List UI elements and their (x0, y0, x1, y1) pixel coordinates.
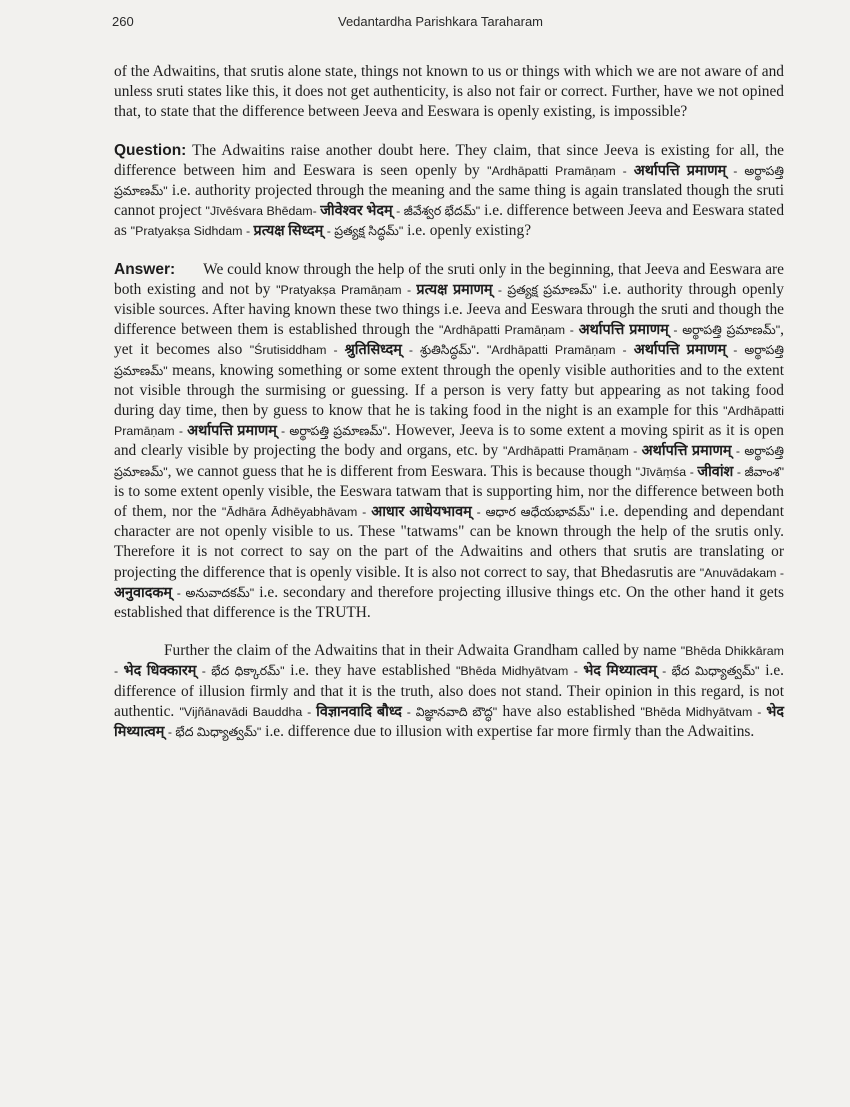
body-text (114, 62, 784, 760)
transliteration: "Ardhāpatti Pramāṇam (487, 163, 616, 178)
answer-text: i.e. authority through openly visible sources. After having known these two things i.e. Jeeva and Eeswara through the sruti and though the difference between them is established through the (114, 280, 784, 339)
separator: - (401, 282, 417, 297)
answer-text: i.e. depending and dependant character are not openly visible to us. These "tatwams" can be known through the help of the srutis only. Therefore it is not correct to say on the part of the Adwaitins and others that srutis are translating or projecting the difference that is openly visible. It is also not correct to say, that Bhedasrutis are (114, 503, 785, 581)
separator: - (302, 704, 317, 719)
separator: - (726, 163, 745, 178)
separator: - (392, 204, 404, 219)
devanagari-term: अर्थापत्ति प्रमाणम् (187, 423, 277, 440)
separator: - (656, 664, 672, 679)
separator: - (686, 464, 698, 479)
transliteration: "Bhēda Midhyātvam (456, 664, 569, 679)
book-title: Vedantardha Parishkara Taraharam (338, 14, 543, 29)
devanagari-term: प्रत्यक्ष सिध्दम् (253, 223, 324, 240)
transliteration: "Jīvēśvara Bhēdam (205, 204, 313, 219)
telugu-term: భేద మిధ్యాత్వమ్" (175, 725, 262, 740)
transliteration: "Pratyakṣa Pramāṇam (276, 282, 402, 297)
transliteration: "Bhēda Dhikkāram (680, 644, 784, 659)
devanagari-term: जीवांश (697, 463, 734, 480)
separator: - (471, 505, 486, 520)
answer-text: is to some extent openly visible, the Eeswara tatwam that is supporting him, nor the difference between both of them, nor the (114, 482, 784, 521)
separator: - (174, 424, 188, 439)
telugu-term: విజ్ఞానవాది బౌద్ధ" (415, 704, 498, 719)
transliteration: "Vijñānavādi Bauddha (179, 704, 303, 719)
separator: - (357, 505, 372, 520)
separator: - (114, 664, 124, 679)
devanagari-term: भेद धिक्कारम् (123, 663, 197, 680)
transliteration: "Ardhāpatti Pramāṇam (502, 444, 629, 459)
separator: - (492, 282, 508, 297)
paragraph-text: of the Adwaitins, that srutis alone state, things not known to us or things with which we are not aware of and unless sruti states like this, it does not get authenticity, is also not fair or correct. Further, have we not opined that, to state that the difference between Jeeva and Eeswara is openly existing, is impossible? (114, 63, 784, 121)
transliteration: "Śrutisiddham (249, 343, 327, 358)
running-head (112, 14, 780, 32)
paragraph-text: i.e. difference of illusion firmly and that it is the truth, also does not stand. Their opinion in this regard, is not authentic. (114, 662, 784, 720)
transliteration: "Jīvāṃśa (635, 464, 687, 479)
telugu-term: ఆధార ఆధేయభావమ్" (485, 505, 595, 520)
answer-text: We could know through the help of the sruti only in the beginning, that Jeeva and Eeswara are both existing and not by (114, 260, 784, 298)
separator: - (172, 585, 186, 600)
devanagari-term: प्रत्यक्ष प्रमाणम् (416, 281, 493, 298)
paragraph-continuation (114, 62, 784, 123)
paragraph-text: i.e. they have established (284, 662, 457, 680)
devanagari-term: अनुवादकम् (114, 584, 173, 601)
telugu-term: శ్రుతిసిద్ధమ్" (420, 343, 476, 358)
devanagari-term: भेद मिथ्यात्वम् (114, 703, 785, 741)
separator: - (733, 464, 745, 479)
devanagari-term: अर्थापत्ति प्रमाणम् (578, 322, 669, 339)
transliteration: "Pratyakṣa Sidhdam (130, 224, 243, 239)
telugu-term: అనువాదకమ్" (185, 585, 255, 600)
telugu-term: జీవాంశ" (744, 464, 785, 479)
telugu-term: భేద మిధ్యాత్వమ్" (671, 664, 760, 679)
devanagari-term: विज्ञानवादि बौध्द (316, 703, 402, 720)
devanagari-term: जीवेश्वर भेदम् (320, 203, 393, 220)
transliteration: "Anuvādakam (699, 565, 777, 580)
separator: - (726, 343, 745, 358)
separator: - (752, 704, 767, 719)
devanagari-term: अर्थापत्ति प्रमाणम् (641, 443, 732, 460)
answer-text: . However, Jeeva is to some extent a moving spirit as it is open and clearly visible by projecting the body and organs, etc. by (114, 422, 784, 460)
telugu-term: అర్థాపత్తి ప్రమాణమ్" (114, 444, 784, 479)
answer-text: . (475, 341, 488, 359)
telugu-term: అర్థాపత్తి ప్రమాణమ్" (682, 323, 781, 338)
paragraph-further (114, 641, 784, 742)
separator: - (323, 224, 335, 239)
separator: - (568, 664, 584, 679)
paragraph-answer (114, 260, 784, 624)
paragraph-question (114, 141, 784, 242)
transliteration: "Bhēda Midhyātvam (640, 704, 753, 719)
answer-text: i.e. secondary and therefore projecting illusive things etc. On the other hand it gets established that difference is the TRUTH. (114, 583, 785, 622)
answer-text: , yet it becomes also (114, 321, 785, 359)
separator: - (615, 343, 634, 358)
answer-text: means, knowing something or some extent through the openly visible authorities and to the extent not visible through the surmising or guessing. If a person is very fatty but appearing as not taking food during day time, then by guess to know that he is taking food in the night is an example for this (114, 361, 784, 420)
transliteration: "Ādhāra Ādhēyabhāvam (221, 505, 358, 520)
separator: - (276, 424, 290, 439)
separator: - (401, 343, 420, 358)
separator: - (565, 323, 579, 338)
separator: - (164, 725, 176, 740)
telugu-term: ప్రత్యక్ష సిద్ధమ్" (334, 224, 404, 239)
telugu-term: అర్థాపత్తి ప్రమాణమ్" (114, 343, 784, 378)
question-text: i.e. difference between Jeeva and Eeswara stated as (114, 202, 785, 240)
devanagari-term: भेद मिथ्यात्वम् (583, 663, 657, 680)
separator: - (628, 444, 642, 459)
telugu-term: అర్థాపత్తి ప్రమాణమ్" (289, 424, 387, 439)
question-text: i.e. openly existing? (403, 222, 532, 240)
answer-text: , we cannot guess that he is different from Eeswara. This is because though (167, 462, 636, 480)
transliteration: "Ardhāpatti Pramāṇam (438, 323, 566, 338)
telugu-term: అర్థాపత్తి ప్రమాణమ్" (114, 163, 784, 199)
question-text: i.e. authority projected through the meaning and the same thing is again translated though the sruti cannot project (114, 182, 784, 220)
paragraph-text: i.e. difference due to illusion with expertise far more firmly than the Adwaitins. (261, 723, 755, 741)
separator: - (776, 565, 784, 580)
question-text: The Adwaitins raise another doubt here. They claim, that since Jeeva is existing for all, the difference between him and Eeswara is seen openly by (114, 141, 784, 179)
separator: - (196, 664, 212, 679)
transliteration: "Ardhāpatti Pramāṇam (114, 404, 784, 439)
answer-label: Answer: (114, 260, 176, 278)
separator: - (615, 163, 634, 178)
separator: - (401, 704, 416, 719)
devanagari-term: आधार आधेयभावम् (371, 504, 472, 521)
paragraph-text: have also established (497, 702, 641, 720)
paragraph-text: Further the claim of the Adwaitins that in their Adwaita Grandham called by name (164, 642, 681, 660)
telugu-term: భేద ధిక్కారమ్" (211, 664, 285, 679)
transliteration: "Ardhāpatti Pramāṇam (487, 343, 616, 358)
separator: - (242, 224, 254, 239)
separator: - (731, 444, 745, 459)
telugu-term: జీవేశ్వర భేదమ్" (403, 204, 481, 219)
devanagari-term: श्रुतिसिध्दम् (344, 342, 402, 359)
separator: - (312, 204, 321, 219)
separator: - (326, 343, 345, 358)
telugu-term: ప్రత్యక్ష ప్రమాణమ్" (507, 282, 597, 297)
separator: - (668, 323, 683, 338)
page-number: 260 (112, 14, 134, 29)
question-label: Question: (114, 141, 187, 159)
devanagari-term: अर्थापत्ति प्रमाणम् (633, 342, 727, 359)
devanagari-term: अर्थापत्ति प्रमाणम् (633, 162, 727, 179)
